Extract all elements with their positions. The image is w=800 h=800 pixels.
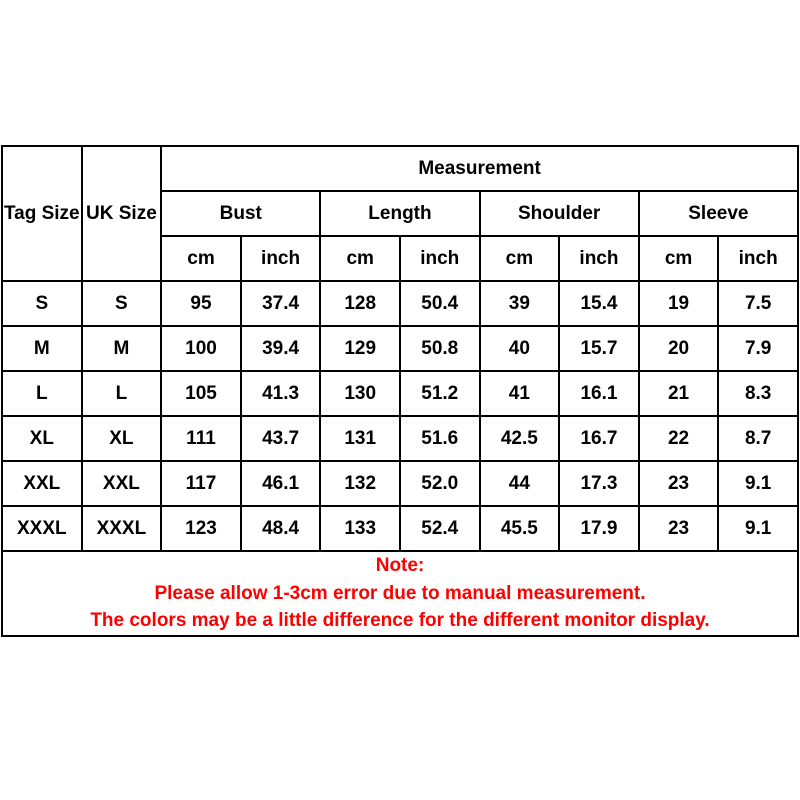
cell-sleeve-cm: 23 [639,506,719,551]
cell-length-cm: 130 [320,371,400,416]
cell-bust-cm: 95 [161,281,241,326]
cell-uk-size: XXL [82,461,162,506]
cell-length-inch: 50.4 [400,281,480,326]
table-row [2,506,798,551]
cell-length-cm: 133 [320,506,400,551]
cell-length-cm: 131 [320,416,400,461]
cell-sleeve-inch: 8.3 [718,371,798,416]
cell-uk-size: XL [82,416,162,461]
cell-tag-size: XXL [2,461,82,506]
cell-bust-inch: 39.4 [241,326,321,371]
cell-shoulder-cm: 40 [480,326,560,371]
cell-sleeve-cm: 19 [639,281,719,326]
note-line-2: The colors may be a little difference for the different monitor display. [90,610,710,632]
cell-sleeve-inch: 7.5 [718,281,798,326]
cell-sleeve-inch: 7.9 [718,326,798,371]
cell-bust-inch: 41.3 [241,371,321,416]
cell-shoulder-cm: 45.5 [480,506,560,551]
header-unit-bust-inch: inch [241,236,321,281]
note-line-1: Please allow 1-3cm error due to manual measurement. [154,582,646,604]
cell-tag-size: S [2,281,82,326]
table-header-row-measurement [2,146,798,191]
cell-shoulder-inch: 16.7 [559,416,639,461]
cell-shoulder-cm: 44 [480,461,560,506]
table-row [2,281,798,326]
note-row [2,551,798,636]
cell-length-inch: 52.0 [400,461,480,506]
size-chart-table [1,145,799,637]
cell-uk-size: M [82,326,162,371]
header-group-bust: Bust [161,191,320,236]
cell-tag-size: M [2,326,82,371]
cell-sleeve-cm: 23 [639,461,719,506]
cell-uk-size: S [82,281,162,326]
header-measurement: Measurement [161,146,798,191]
cell-shoulder-inch: 15.7 [559,326,639,371]
cell-shoulder-inch: 17.9 [559,506,639,551]
cell-shoulder-cm: 42.5 [480,416,560,461]
cell-length-inch: 51.2 [400,371,480,416]
cell-shoulder-inch: 16.1 [559,371,639,416]
cell-bust-cm: 123 [161,506,241,551]
cell-bust-inch: 37.4 [241,281,321,326]
cell-bust-inch: 46.1 [241,461,321,506]
cell-length-cm: 128 [320,281,400,326]
header-uk-size: UK Size [82,146,162,281]
cell-length-cm: 129 [320,326,400,371]
cell-sleeve-cm: 20 [639,326,719,371]
table-row [2,326,798,371]
cell-bust-inch: 48.4 [241,506,321,551]
header-group-sleeve: Sleeve [639,191,798,236]
cell-shoulder-cm: 39 [480,281,560,326]
cell-uk-size: L [82,371,162,416]
header-unit-length-cm: cm [320,236,400,281]
note-title: Note: [375,555,425,576]
size-chart-container [0,145,800,630]
cell-bust-cm: 111 [161,416,241,461]
cell-shoulder-inch: 17.3 [559,461,639,506]
note-block [2,551,798,636]
cell-length-inch: 51.6 [400,416,480,461]
header-tag-size: Tag Size [2,146,82,281]
cell-tag-size: XL [2,416,82,461]
cell-sleeve-inch: 8.7 [718,416,798,461]
header-unit-sleeve-cm: cm [639,236,719,281]
cell-bust-inch: 43.7 [241,416,321,461]
cell-length-inch: 52.4 [400,506,480,551]
header-unit-shoulder-inch: inch [559,236,639,281]
cell-shoulder-cm: 41 [480,371,560,416]
cell-bust-cm: 100 [161,326,241,371]
header-unit-length-inch: inch [400,236,480,281]
cell-sleeve-cm: 22 [639,416,719,461]
cell-uk-size: XXXL [82,506,162,551]
cell-sleeve-inch: 9.1 [718,461,798,506]
cell-length-inch: 50.8 [400,326,480,371]
cell-bust-cm: 117 [161,461,241,506]
cell-tag-size: XXXL [2,506,82,551]
header-group-length: Length [320,191,479,236]
table-row [2,461,798,506]
header-unit-shoulder-cm: cm [480,236,560,281]
header-group-shoulder: Shoulder [480,191,639,236]
cell-shoulder-inch: 15.4 [559,281,639,326]
cell-tag-size: L [2,371,82,416]
header-unit-sleeve-inch: inch [718,236,798,281]
header-unit-bust-cm: cm [161,236,241,281]
cell-bust-cm: 105 [161,371,241,416]
table-row [2,416,798,461]
cell-length-cm: 132 [320,461,400,506]
cell-sleeve-cm: 21 [639,371,719,416]
table-row [2,371,798,416]
cell-sleeve-inch: 9.1 [718,506,798,551]
